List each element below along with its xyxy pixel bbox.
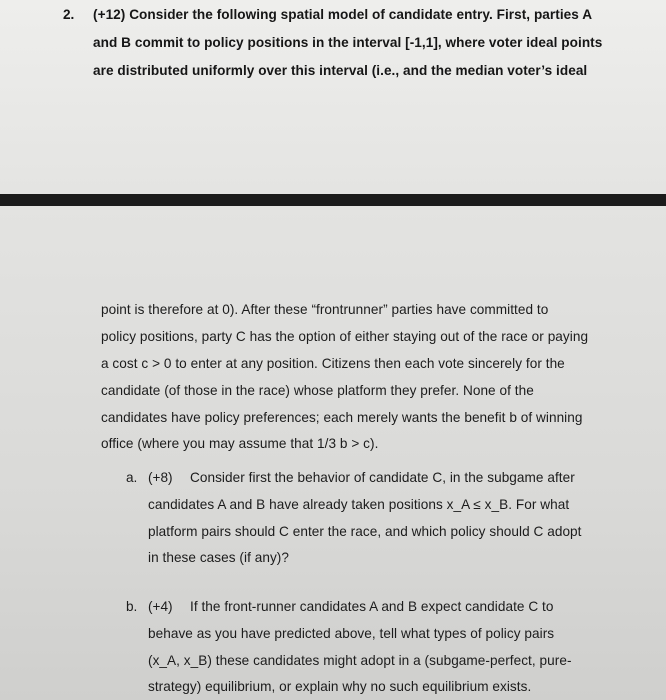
part-b-line-1: If the front-runner candidates A and B expect candidate C to (190, 599, 554, 614)
question-line-6: a cost c > 0 to enter at any position. Citizens then each vote sincerely for the (101, 356, 565, 371)
question-line-9: office (where you may assume that 1/3 b > c). (101, 436, 379, 451)
part-b-line-3: (x_A, x_B) these candidates might adopt in a (subgame-perfect, pure- (148, 653, 572, 668)
question-line-1: (+12) Consider the following spatial model of candidate entry. First, parties A (93, 7, 593, 22)
part-a-line-2: candidates A and B have already taken positions x_A ≤ x_B. For what (148, 497, 570, 512)
question-number: 2. (63, 7, 75, 22)
question-line-4: point is therefore at 0). After these “frontrunner” parties have committed to (101, 302, 549, 317)
document-page-top (0, 0, 666, 194)
document-page-bottom (0, 206, 666, 700)
part-b-label: b. (126, 599, 138, 614)
question-line-7: candidate (of those in the race) whose platform they prefer. None of the (101, 383, 534, 398)
question-line-8: candidates have policy preferences; each merely wants the benefit b of winning (101, 410, 583, 425)
part-b-line-4: strategy) equilibrium, or explain why no such equilibrium exists. (148, 679, 532, 694)
question-line-3: are distributed uniformly over this interval (i.e., and the median voter’s ideal (93, 63, 588, 78)
question-line-2: and B commit to policy positions in the interval [-1,1], where voter ideal points (93, 35, 603, 50)
part-a-points: (+8) (148, 470, 173, 485)
question-line-5: policy positions, party C has the option of either staying out of the race or paying (101, 329, 589, 344)
part-a-line-1: Consider first the behavior of candidate C, in the subgame after (190, 470, 575, 485)
part-b-line-2: behave as you have predicted above, tell what types of policy pairs (148, 626, 555, 641)
part-b-points: (+4) (148, 599, 173, 614)
part-a-line-3: platform pairs should C enter the race, and which policy should C adopt (148, 524, 582, 539)
photo-divider-band (0, 194, 666, 206)
part-a-label: a. (126, 470, 138, 485)
part-a-line-4: in these cases (if any)? (148, 550, 289, 565)
